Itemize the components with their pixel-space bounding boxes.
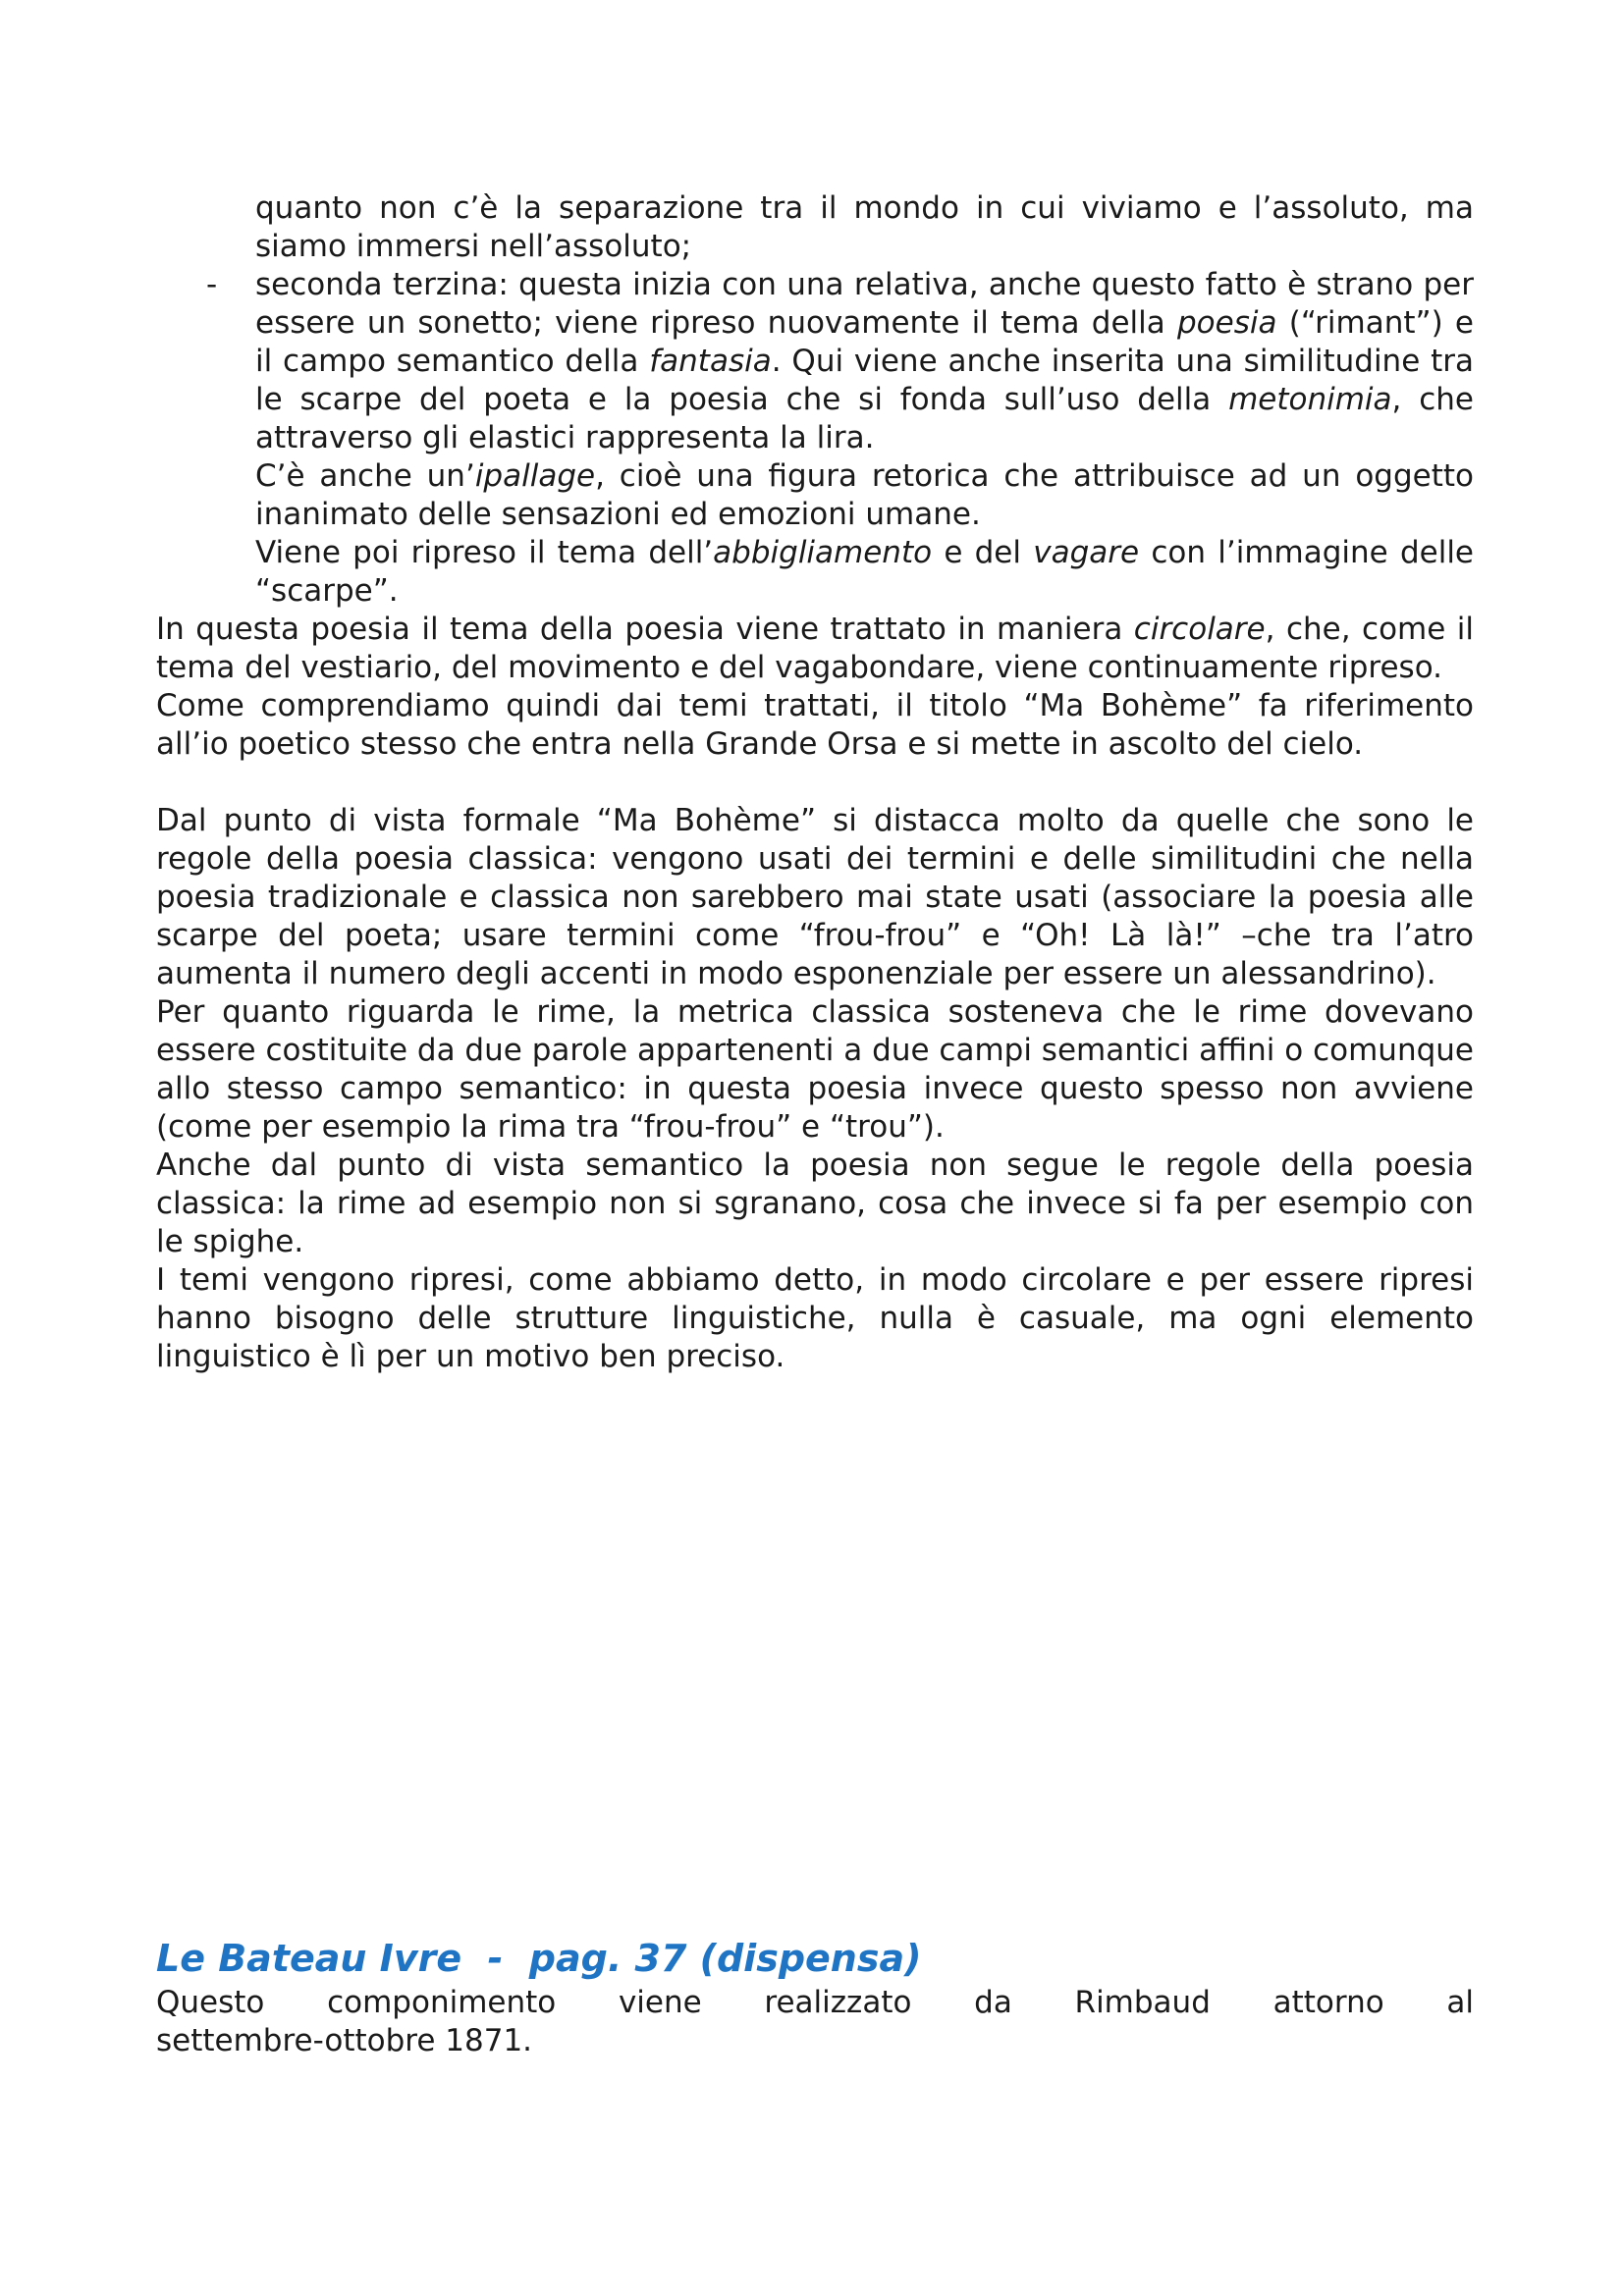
intro-line-2: settembre-ottobre 1871. (156, 2023, 533, 2058)
continued-bullet (156, 189, 1474, 266)
section-heading: Le Bateau Ivre - pag. 37 (dispensa) (156, 1937, 922, 1980)
ipallage-paragraph: C’è anche un’ipallage, cioè una figura retorica che attribuisce ad un oggetto inanimato delle sensazioni ed emozioni umane. (255, 458, 1474, 532)
paragraph-circolare: In questa poesia il tema della poesia viene trattato in maniera circolare, che, come il tema del vestiario, del movimento e del vagabondare, viene continuamente ripreso. (156, 612, 1474, 685)
section-intro (156, 1984, 1474, 2060)
main-text (156, 189, 1474, 1376)
abbigliamento-paragraph: Viene poi ripreso il tema dell’abbigliamento e del vagare con l’immagine delle “scarpe”. (255, 535, 1475, 609)
paragraph-titolo: Come comprendiamo quindi dai temi trattati, il titolo “Ma Bohème” fa riferimento all’io poetico stesso che entra nella Grande Orsa e si mette in ascolto del cielo. (156, 688, 1474, 762)
bullet-paragraph: seconda terzina: questa inizia con una relativa, anche questo fatto è strano per essere un sonetto; viene ripreso nuovamente il tema della poesia (“rimant”) e il campo semantico della fantasia. Qui viene anche inserita una similitudine tra le scarpe del poeta e la poesia che si fonda sull’uso della metonimia, che attraverso gli elastici rappresenta la lira. (255, 267, 1475, 455)
bullet-seconda-terzina (156, 266, 1474, 611)
intro-line-1: Questo componimento viene realizzato da Rimbaud attorno al (156, 1985, 1474, 2020)
paragraph-gap (156, 764, 1474, 802)
bullet-dash: - (206, 267, 218, 302)
continued-text: quanto non c’è la separazione tra il mondo in cui viviamo e l’assoluto, ma siamo immersi nell’assoluto; (255, 190, 1474, 264)
paragraph-semantico: Anche dal punto di vista semantico la poesia non segue le regole della poesia classica: la rime ad esempio non si sgranano, cosa che invece si fa per esempio con le spighe. (156, 1148, 1474, 1259)
paragraph-rime: Per quanto riguarda le rime, la metrica classica sosteneva che le rime dovevano essere costituite da due parole appartenenti a due campi semantici affini o comunque allo stesso campo semantico: in questa poesia invece questo spesso non avviene (come per esempio la rima tra “frou-frou” e “trou”). (156, 994, 1474, 1145)
paragraph-formale: Dal punto di vista formale “Ma Bohème” si distacca molto da quelle che sono le regole della poesia classica: vengono usati dei termini e delle similitudini che nella poesia tradizionale e classica non sarebbero mai state usati (associare la poesia alle scarpe del poeta; usare termini come “frou-frou” e “Oh! Là là!” –che tra l’atro aumenta il numero degli accenti in modo esponenziale per essere un alessandrino). (156, 803, 1474, 991)
paragraph-temi: I temi vengono ripresi, come abbiamo detto, in modo circolare e per essere ripresi hanno bisogno delle strutture linguistiche, nulla è casuale, ma ogni elemento linguistico è lì per un motivo ben preciso. (156, 1262, 1474, 1374)
